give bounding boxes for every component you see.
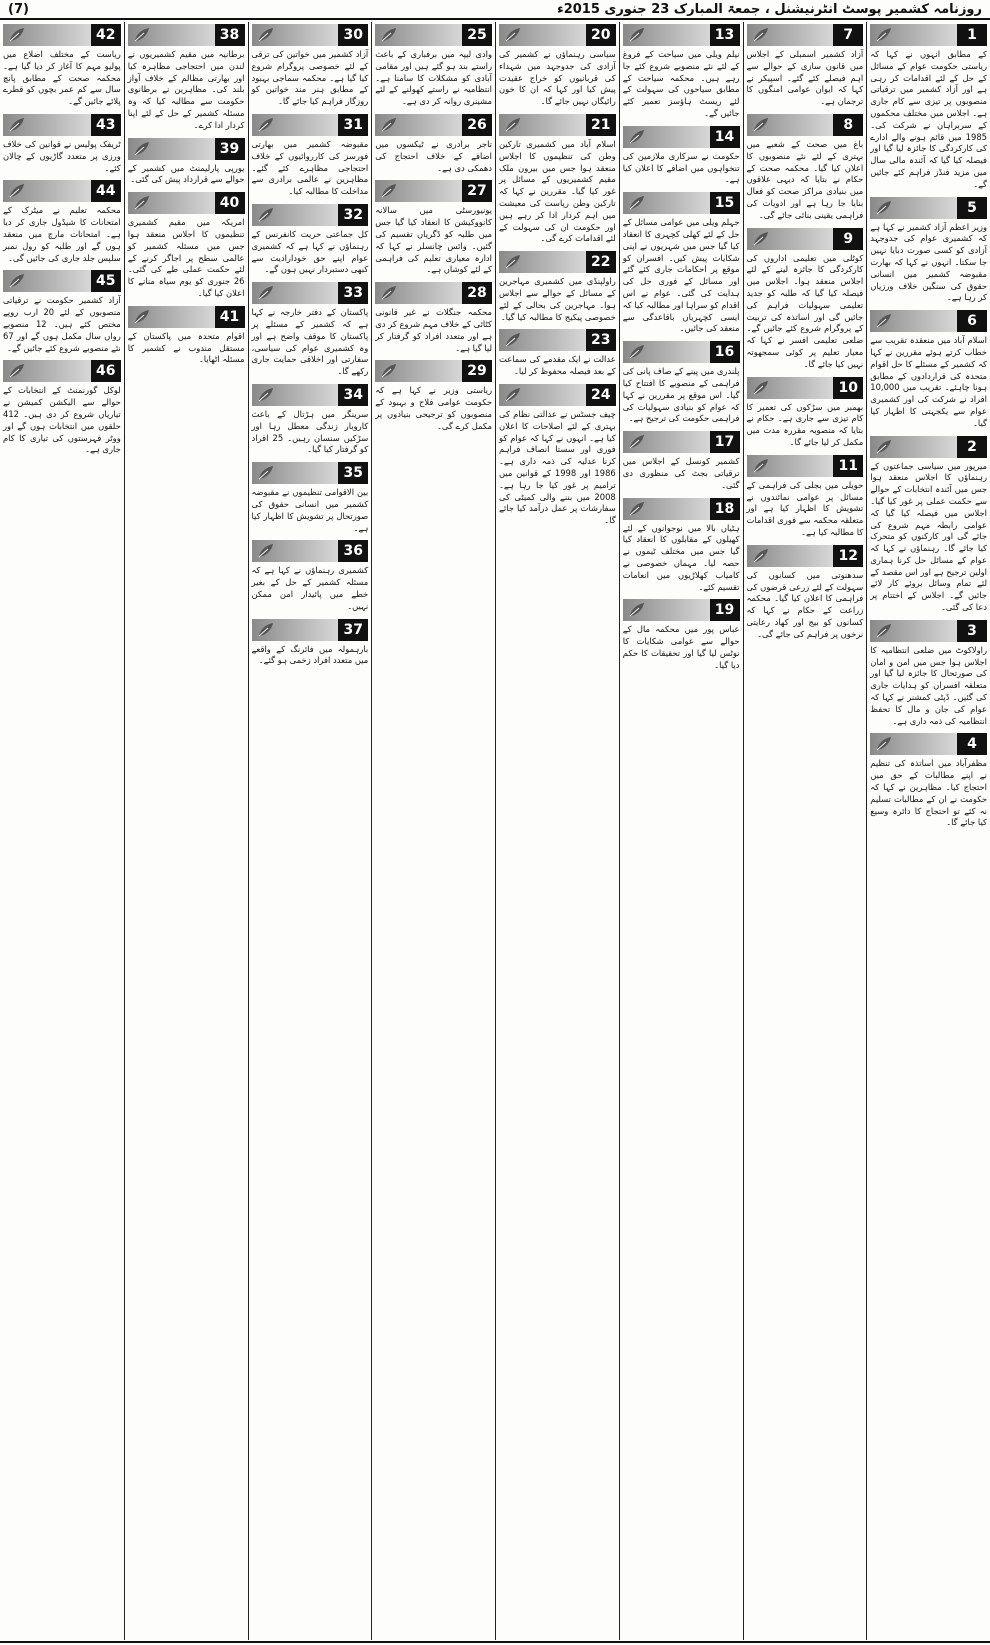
- item-number-badge: 32: [338, 204, 368, 226]
- news-item: [620, 429, 743, 495]
- item-body-text: عباس پور میں محکمہ مال کے حوالے سے عوامی شکایات کا نوٹس لیا گیا اور تحقیقات کا حکم دیا گیا۔: [622, 624, 740, 670]
- item-body-text: ہٹیاں بالا میں نوجوانوں کے لئے کھیلوں کے مقابلوں کا انعقاد کیا گیا جس میں مختلف ٹیموں نے حصہ لیا۔ مہمان خصوصی نے کامیاب کھلاڑیوں میں انعامات تقسیم کئے۔: [622, 522, 740, 592]
- news-item: [249, 538, 372, 616]
- item-header-bar: [375, 24, 492, 46]
- news-item: [249, 382, 372, 460]
- leaf-ornament-icon: [627, 342, 647, 362]
- item-body-text: اسلام آباد میں منعقدہ تقریب سے خطاب کرتے ہوئے مقررین نے کہا کہ کشمیر کے مسئلے کا حل اقوام متحدہ کی قراردادوں کے مطابق ہونا چاہئے۔ تقریب میں 10,000 افراد نے شرکت کی اور کشمیری عوام سے یکجہتی کا اظہار کیا گیا۔: [870, 335, 987, 428]
- item-number-badge: 33: [338, 282, 368, 304]
- item-header-bar: [499, 24, 616, 46]
- news-item: [249, 617, 372, 672]
- news-item: [744, 226, 867, 375]
- leaf-ornament-icon: [132, 25, 152, 45]
- item-header-bar: [747, 455, 864, 477]
- news-item: [620, 190, 743, 339]
- news-item: [867, 22, 990, 195]
- item-header-bar: [252, 540, 369, 562]
- leaf-ornament-icon: [874, 437, 894, 457]
- item-number-badge: 43: [91, 114, 121, 136]
- item-body-text: آزاد کشمیر میں خواتین کی ترقی کے لئے خصوصی پروگرام شروع کیا گیا ہے۔ محکمہ سماجی بہبود کے مطابق ہنر مند خواتین کو روزگار فراہم کیا جائے گا۔: [251, 49, 369, 107]
- item-body-text: امریکہ میں مقیم کشمیری تنظیموں کا اجلاس منعقد ہوا جس میں مسئلہ کشمیر کو عالمی سطح پر اجاگر کرنے کے لئے حکمت عملی طے کی گئی۔ 26 جنوری کو یوم سیاہ منانے کا اعلان کیا گیا۔: [127, 217, 245, 298]
- item-body-text: یونیورسٹی میں سالانہ کانووکیشن کا انعقاد کیا گیا جس میں طلبہ کو ڈگریاں تقسیم کی گئیں۔ وائس چانسلر نے کہا کہ ادارہ معیاری تعلیم کی فراہمی کے لئے کوشاں ہے۔: [375, 205, 492, 275]
- item-number-badge: 12: [833, 545, 863, 567]
- leaf-ornament-icon: [751, 546, 771, 566]
- item-number-badge: 21: [586, 114, 616, 136]
- news-item: [867, 731, 990, 833]
- news-item: [620, 22, 743, 124]
- item-number-badge: 10: [833, 377, 863, 399]
- item-header-bar: [3, 114, 121, 136]
- item-body-text: مقبوضہ کشمیر میں بھارتی فورسز کی کارروائیوں کے خلاف احتجاجی مظاہرے کئے گئے۔ مظاہرین نے عالمی برادری سے مداخلت کا مطالبہ کیا۔: [251, 138, 369, 197]
- leaf-ornament-icon: [627, 193, 647, 213]
- leaf-ornament-icon: [256, 541, 276, 561]
- leaf-ornament-icon: [874, 621, 894, 641]
- item-body-text: پلندری میں پینے کے صاف پانی کی فراہمی کے منصوبے کا افتتاح کیا گیا۔ اس موقع پر مقررین نے کہا کہ عوام کو بنیادی سہولیات کی فراہمی حکومت کی ترجیح ہے۔: [622, 366, 740, 424]
- item-body-text: پاکستان کے دفتر خارجہ نے کہا ہے کہ کشمیر کے مسئلے پر پاکستان کا موقف واضح ہے اور وہ کشمیری عوام کی سیاسی، سفارتی اور اخلاقی حمایت جاری رکھے گا۔: [251, 307, 369, 377]
- news-item: [496, 112, 619, 249]
- news-item: [125, 304, 248, 370]
- item-header-bar: [870, 197, 987, 219]
- item-number-badge: 25: [462, 24, 492, 46]
- item-header-bar: [870, 733, 987, 755]
- news-item: [0, 268, 124, 358]
- leaf-ornament-icon: [379, 283, 399, 303]
- item-number-badge: 20: [586, 24, 616, 46]
- leaf-ornament-icon: [751, 229, 771, 249]
- item-body-text: اسلام آباد میں کشمیری تارکین وطن کی تنظیموں کا اجلاس منعقد ہوا جس میں بیرون ملک مقیم کشمیریوں کے مسائل پر غور کیا گیا۔ مقررین نے کہا کہ تارکین وطن ریاست کی معیشت میں اہم کردار ادا کر رہے ہیں اور حکومت ان کی سہولت کے لئے اقدامات کرے گی۔: [499, 138, 616, 244]
- item-header-bar: [747, 24, 864, 46]
- leaf-ornament-icon: [7, 115, 27, 135]
- leaf-ornament-icon: [379, 115, 399, 135]
- leaf-ornament-icon: [379, 181, 399, 201]
- item-body-text: ریاستی وزیر نے کہا ہے کہ حکومت عوامی فلاح و بہبود کے منصوبوں کو ترجیحی بنیادوں پر مکمل کرے گی۔: [375, 385, 492, 431]
- leaf-ornament-icon: [256, 25, 276, 45]
- leaf-ornament-icon: [751, 378, 771, 398]
- item-body-text: اقوام متحدہ میں پاکستان کے مستقل مندوب نے کشمیر کا مسئلہ اٹھایا۔: [127, 330, 245, 365]
- item-body-text: کل جماعتی حریت کانفرنس کے رہنماؤں نے کہا ہے کہ کشمیری عوام اپنے حق خودارادیت سے کبھی دستبردار نہیں ہوں گے۔: [251, 228, 369, 275]
- item-header-bar: [499, 114, 616, 136]
- item-body-text: جہلم ویلی میں عوامی مسائل کے حل کے لئے کھلی کچہری کا انعقاد کیا گیا جس میں شہریوں نے اپنی شکایات پیش کیں۔ افسران کو موقع پر احکامات جاری کئے گئے اور مسائل کے فوری حل کی ہدایت کی گئی۔ عوام نے اس اقدام کو سراہا اور مطالبہ کیا کہ ایسی کچہریاں باقاعدگی سے منعقد کی جائیں۔: [622, 217, 740, 334]
- masthead: [0, 0, 990, 20]
- item-header-bar: [128, 306, 245, 328]
- news-item: [372, 358, 495, 436]
- news-item: [249, 460, 372, 538]
- item-header-bar: [3, 270, 121, 292]
- leaf-ornament-icon: [503, 252, 523, 272]
- column-7: [124, 22, 248, 1640]
- item-body-text: باغ میں صحت کے شعبے میں بہتری کے لئے نئے منصوبوں کا اعلان کیا گیا۔ محکمہ صحت کے حکام نے بتایا کہ دیہی علاقوں میں بنیادی مراکز صحت کو فعال بنایا جا رہا ہے اور ادویات کی فراہمی یقینی بنائی جائے گی۔: [746, 138, 864, 220]
- item-header-bar: [128, 24, 245, 46]
- item-header-bar: [747, 377, 864, 399]
- item-header-bar: [623, 341, 740, 363]
- leaf-ornament-icon: [379, 25, 399, 45]
- news-item: [0, 178, 124, 268]
- item-body-text: کوٹلی میں تعلیمی اداروں کی کارکردگی کا جائزہ لینے کے لئے اجلاس منعقد ہوا۔ اجلاس میں فیصلہ کیا گیا کہ طلبہ کو جدید تعلیمی سہولیات فراہم کی جائیں گی اور اساتذہ کی تربیت کے پروگرام شروع کئے جائیں گے۔ ضلعی تعلیمی افسر نے کہا کہ معیار تعلیم پر کوئی سمجھوتہ نہیں کیا جائے گا۔: [746, 252, 864, 369]
- item-body-text: محکمہ تعلیم نے میٹرک کے امتحانات کا شیڈول جاری کر دیا ہے۔ امتحانات مارچ میں منعقد ہوں گے اور طلبہ کو رول نمبر سلپس جلد جاری کی جائیں گی۔: [3, 205, 121, 263]
- column-3: [619, 22, 743, 1640]
- item-number-badge: 31: [338, 114, 368, 136]
- item-number-badge: 41: [215, 306, 245, 328]
- item-header-bar: [870, 310, 987, 332]
- item-body-text: نیلم ویلی میں سیاحت کے فروغ کے لئے نئے منصوبے شروع کئے جا رہے ہیں۔ محکمہ سیاحت کے مطابق سیاحوں کی سہولت کے لئے ریسٹ ہاؤسز تعمیر کئے جائیں گے۔: [622, 49, 740, 118]
- news-item: [744, 453, 867, 543]
- news-item: [620, 496, 743, 598]
- column-5: [371, 22, 495, 1640]
- item-header-bar: [375, 180, 492, 202]
- item-body-text: راولاکوٹ میں ضلعی انتظامیہ کا اجلاس ہوا جس میں امن و امان کی صورتحال کا جائزہ لیا گیا اور متعلقہ افسران کو ہدایات جاری کی گئیں۔ ڈپٹی کمشنر نے کہا کہ عوام کی جان و مال کا تحفظ انتظامیہ کی ذمہ داری ہے۔: [870, 644, 987, 726]
- item-number-badge: 27: [462, 180, 492, 202]
- leaf-ornament-icon: [7, 271, 27, 291]
- item-header-bar: [3, 24, 121, 46]
- leaf-ornament-icon: [627, 499, 647, 519]
- item-number-badge: 16: [710, 341, 740, 363]
- item-number-badge: 26: [462, 114, 492, 136]
- item-number-badge: 8: [833, 114, 863, 136]
- item-body-text: بھمبر میں سڑکوں کی تعمیر کا کام تیزی سے جاری ہے۔ حکام نے بتایا کہ منصوبہ مقررہ مدت میں مکمل کر لیا جائے گا۔: [746, 401, 864, 447]
- leaf-ornament-icon: [751, 456, 771, 476]
- news-item: [496, 382, 619, 531]
- item-number-badge: 46: [91, 360, 121, 382]
- item-header-bar: [375, 360, 492, 382]
- leaf-ornament-icon: [627, 600, 647, 620]
- news-item: [372, 280, 495, 358]
- news-item: [249, 112, 372, 202]
- column-6: [248, 22, 372, 1640]
- item-header-bar: [252, 619, 369, 641]
- item-body-text: ریاست کے مختلف اضلاع میں پولیو مہم کا آغاز کر دیا گیا ہے۔ محکمہ صحت کے مطابق پانچ سال سے کم عمر بچوں کو قطرے پلائے جائیں گے۔: [3, 49, 121, 107]
- leaf-ornament-icon: [874, 311, 894, 331]
- item-number-badge: 6: [957, 310, 987, 332]
- item-number-badge: 36: [338, 540, 368, 562]
- news-item: [372, 178, 495, 280]
- item-header-bar: [747, 114, 864, 136]
- leaf-ornament-icon: [132, 139, 152, 159]
- item-number-badge: 5: [957, 197, 987, 219]
- item-number-badge: 44: [91, 180, 121, 202]
- leaf-ornament-icon: [751, 115, 771, 135]
- item-number-badge: 34: [338, 384, 368, 406]
- leaf-ornament-icon: [627, 432, 647, 452]
- news-item: [0, 358, 124, 460]
- news-item: [372, 112, 495, 178]
- item-number-badge: 28: [462, 282, 492, 304]
- item-body-text: مظفرآباد میں اساتذہ کی تنظیم نے اپنے مطالبات کے حق میں احتجاج کیا۔ مظاہرین نے کہا کہ حکومت نے ان کے مطالبات تسلیم نہ کئے تو احتجاج کا دائرہ وسیع کیا جائے گا۔: [870, 758, 987, 828]
- item-body-text: راولپنڈی میں کشمیری مہاجرین کے مسائل کے حوالے سے اجلاس ہوا۔ مہاجرین کی بحالی کے لئے خصوصی پیکیج کا مطالبہ کیا گیا۔: [499, 276, 616, 322]
- leaf-ornament-icon: [503, 330, 523, 350]
- item-header-bar: [375, 282, 492, 304]
- item-body-text: کشمیر کونسل کے اجلاس میں ترقیاتی بجٹ کی منظوری دی گئی۔: [622, 456, 740, 490]
- leaf-ornament-icon: [256, 620, 276, 640]
- leaf-ornament-icon: [379, 361, 399, 381]
- item-body-text: وادی لیپہ میں برفباری کے باعث راستے بند ہو گئے ہیں اور مقامی آبادی کو مشکلات کا سامنا ہے۔ انتظامیہ نے راستے کھولنے کے لئے مشینری روانہ کر دی ہے۔: [375, 49, 492, 107]
- news-item: [249, 280, 372, 382]
- item-body-text: وزیر اعظم آزاد کشمیر نے کہا ہے کہ کشمیری عوام کی جدوجہد آزادی کو کسی صورت دبایا نہیں جا سکتا۔ انہوں نے کہا کہ بھارت مقبوضہ کشمیر میں انسانی حقوق کی سنگین خلاف ورزیاں کر رہا ہے۔: [870, 221, 987, 303]
- news-item: [744, 375, 867, 453]
- item-number-badge: 38: [215, 24, 245, 46]
- item-number-badge: 40: [215, 192, 245, 214]
- item-body-text: عدالت نے ایک مقدمے کی سماعت کے بعد فیصلہ محفوظ کر لیا۔: [499, 354, 616, 377]
- item-header-bar: [128, 138, 245, 160]
- item-body-text: سرینگر میں ہڑتال کے باعث کاروبار زندگی معطل رہا اور سڑکیں سنسان رہیں۔ 25 افراد کو گرفتار کیا گیا۔: [251, 408, 369, 455]
- leaf-ornament-icon: [7, 25, 27, 45]
- item-number-badge: 13: [710, 24, 740, 46]
- column-2: [743, 22, 867, 1640]
- leaf-ornament-icon: [132, 307, 152, 327]
- item-number-badge: 4: [957, 733, 987, 755]
- column-8: [0, 22, 124, 1640]
- item-number-badge: 18: [710, 498, 740, 520]
- item-header-bar: [128, 192, 245, 214]
- item-body-text: لوکل گورنمنٹ کے انتخابات کے حوالے سے الیکشن کمیشن نے تیاریاں شروع کر دی ہیں۔ 412 حلقوں میں انتخابات ہوں گے اور ووٹر فہرستوں کی تیاری کا کام جاری ہے۔: [3, 385, 121, 455]
- item-body-text: کے مطابق انہوں نے کہا کہ ریاستی حکومت عوام کے مسائل کے حل کے لئے اقدامات کر رہی ہے اور آزاد کشمیر میں ترقیاتی منصوبوں پر تیزی سے کام جاری ہے۔ اجلاس میں مختلف محکموں کے سربراہان نے شرکت کی۔ 1985 میں قائم ہونے والے ادارے کی کارکردگی کا جائزہ لیا گیا اور فیصلہ کیا گیا کہ آئندہ مالی سال میں مزید فنڈز فراہم کئے جائیں گے۔: [870, 49, 987, 189]
- item-body-text: آزاد کشمیر حکومت نے ترقیاتی منصوبوں کے لئے 20 ارب روپے مختص کئے ہیں۔ 12 منصوبے رواں سال مکمل ہوں گے اور 67 نئے منصوبے شروع کئے جائیں گے۔: [3, 295, 121, 353]
- news-item: [496, 249, 619, 327]
- item-number-badge: 45: [91, 270, 121, 292]
- item-header-bar: [623, 498, 740, 520]
- item-body-text: آزاد کشمیر اسمبلی کے اجلاس میں قانون سازی کے حوالے سے اہم فیصلے کئے گئے۔ اسپیکر نے کہا کہ ایوان عوامی امنگوں کا ترجمان ہے۔: [746, 49, 864, 107]
- item-header-bar: [623, 24, 740, 46]
- item-header-bar: [623, 599, 740, 621]
- item-header-bar: [499, 251, 616, 273]
- item-body-text: برطانیہ میں مقیم کشمیریوں نے لندن میں احتجاجی مظاہرہ کیا اور بھارتی مظالم کے خلاف آواز بلند کی۔ مظاہرین نے برطانوی حکومت سے مطالبہ کیا کہ وہ مسئلہ کشمیر کے حل کے لئے اپنا کردار ادا کرے۔: [127, 49, 245, 130]
- leaf-ornament-icon: [627, 25, 647, 45]
- item-header-bar: [252, 204, 369, 226]
- item-number-badge: 22: [586, 251, 616, 273]
- item-number-badge: 29: [462, 360, 492, 382]
- item-number-badge: 3: [957, 620, 987, 642]
- leaf-ornament-icon: [7, 361, 27, 381]
- item-body-text: کشمیری رہنماؤں نے کہا ہے کہ مسئلہ کشمیر کے حل کے بغیر خطے میں پائیدار امن ممکن نہیں۔: [251, 565, 369, 611]
- item-body-text: محکمہ جنگلات نے غیر قانونی کٹائی کے خلاف مہم شروع کر دی ہے اور متعدد افراد کو گرفتار کر لیا گیا ہے۔: [375, 307, 492, 353]
- item-body-text: حویلی میں بجلی کی فراہمی کے مسائل پر عوامی نمائندوں نے تشویش کا اظہار کیا ہے اور متعلقہ محکمہ سے فوری اقدامات کا مطالبہ کیا ہے۔: [746, 479, 864, 537]
- item-header-bar: [870, 24, 987, 46]
- item-number-badge: 30: [338, 24, 368, 46]
- item-header-bar: [747, 545, 864, 567]
- item-header-bar: [3, 360, 121, 382]
- item-header-bar: [870, 436, 987, 458]
- item-body-text: تاجر برادری نے ٹیکسوں میں اضافے کے خلاف احتجاج کی دھمکی دی ہے۔: [375, 138, 492, 173]
- item-header-bar: [870, 620, 987, 642]
- news-item: [125, 190, 248, 304]
- item-number-badge: 1: [957, 24, 987, 46]
- column-1: [866, 22, 990, 1640]
- news-item: [125, 22, 248, 136]
- news-item: [0, 112, 124, 178]
- item-body-text: ٹریفک پولیس نے قوانین کی خلاف ورزی پر متعدد گاڑیوں کے چالان کئے۔: [3, 138, 121, 173]
- bottom-rule: [0, 1641, 990, 1643]
- item-header-bar: [499, 329, 616, 351]
- item-number-badge: 2: [957, 436, 987, 458]
- leaf-ornament-icon: [503, 385, 523, 405]
- item-header-bar: [747, 228, 864, 250]
- leaf-ornament-icon: [256, 385, 276, 405]
- item-number-badge: 11: [833, 455, 863, 477]
- news-item: [744, 543, 867, 645]
- item-header-bar: [623, 192, 740, 214]
- item-body-text: بین الاقوامی تنظیموں نے مقبوضہ کشمیر میں انسانی حقوق کی صورتحال پر تشویش کا اظہار کیا ہے۔: [251, 487, 369, 533]
- item-header-bar: [252, 282, 369, 304]
- item-number-badge: 15: [710, 192, 740, 214]
- news-item: [867, 434, 990, 618]
- leaf-ornament-icon: [627, 127, 647, 147]
- news-item: [744, 22, 867, 112]
- item-header-bar: [252, 24, 369, 46]
- leaf-ornament-icon: [503, 115, 523, 135]
- news-item: [744, 112, 867, 226]
- item-body-text: بارہمولہ میں فائرنگ کے واقعے میں متعدد افراد زخمی ہو گئے۔: [251, 643, 369, 666]
- leaf-ornament-icon: [132, 193, 152, 213]
- item-number-badge: 42: [91, 24, 121, 46]
- news-item: [867, 308, 990, 433]
- news-item: [249, 202, 372, 280]
- item-body-text: میرپور میں سیاسی جماعتوں کے رہنماؤں کا اجلاس منعقد ہوا جس میں آئندہ انتخابات کے حوالے سے حکمت عملی پر غور کیا گیا۔ اجلاس میں فیصلہ کیا گیا کہ عوامی رابطہ مہم شروع کی جائے گی اور کارکنوں کو متحرک کیا جائے گا۔ رہنماؤں نے کہا کہ عوام کے مسائل حل کرنا ہماری اولین ترجیح ہے اور اس مقصد کے لئے تمام وسائل بروئے کار لائے جائیں گے۔ اجلاس کے اختتام پر دعا کی گئی۔: [870, 460, 987, 613]
- leaf-ornament-icon: [7, 181, 27, 201]
- item-number-badge: 35: [338, 462, 368, 484]
- news-item: [496, 327, 619, 382]
- item-number-badge: 23: [586, 329, 616, 351]
- item-header-bar: [252, 114, 369, 136]
- item-number-badge: 39: [215, 138, 245, 160]
- item-header-bar: [375, 114, 492, 136]
- item-header-bar: [623, 431, 740, 453]
- news-item: [125, 136, 248, 191]
- leaf-ornament-icon: [256, 115, 276, 135]
- item-header-bar: [499, 384, 616, 406]
- leaf-ornament-icon: [256, 463, 276, 483]
- item-header-bar: [623, 126, 740, 148]
- item-body-text: حکومت نے سرکاری ملازمین کی تنخواہوں میں اضافے کا اعلان کیا ہے۔: [622, 150, 740, 185]
- news-item: [249, 22, 372, 112]
- item-number-badge: 37: [338, 619, 368, 641]
- newspaper-title-line: روزنامہ کشمیر پوسٹ انٹرنیشنل ، جمعۃ المبارک 23 جنوری 2015ء: [557, 1, 982, 17]
- leaf-ornament-icon: [503, 25, 523, 45]
- item-number-badge: 7: [833, 24, 863, 46]
- item-body-text: سیاسی رہنماؤں نے کشمیر کی آزادی کی جدوجہد میں شہداء کی قربانیوں کو خراج عقیدت پیش کیا اور کہا کہ ان کا خون رائیگاں نہیں جائے گا۔: [499, 49, 616, 107]
- news-item: [867, 618, 990, 732]
- news-item: [496, 22, 619, 112]
- news-item: [620, 124, 743, 190]
- item-number-badge: 17: [710, 431, 740, 453]
- item-number-badge: 24: [586, 384, 616, 406]
- item-body-text: یورپی پارلیمنٹ میں کشمیر کے حوالے سے قرارداد پیش کی گئی۔: [127, 162, 245, 185]
- item-body-text: چیف جسٹس نے عدالتی نظام کی بہتری کے لئے اصلاحات کا اعلان کیا ہے۔ انہوں نے کہا کہ عوام کو فوری اور سستا انصاف فراہم کرنا عدلیہ کی ذمہ داری ہے۔ 1986 اور 1998 کے قوانین میں ترامیم پر غور کیا جا رہا ہے۔ 2008 میں بننے والی کمیٹی کی سفارشات پر عمل درآمد کیا جائے گا۔: [499, 408, 616, 526]
- item-header-bar: [252, 384, 369, 406]
- leaf-ornament-icon: [256, 205, 276, 225]
- news-item: [620, 339, 743, 429]
- item-number-badge: 19: [710, 599, 740, 621]
- item-body-text: سدھنوتی میں کسانوں کی سہولت کے لئے زرعی قرضوں کی فراہمی کا اعلان کیا گیا۔ محکمہ زراعت کے حکام نے کہا کہ کسانوں کو بیج اور کھاد رعایتی نرخوں پر فراہم کی جائے گی۔: [746, 569, 864, 639]
- page-number: (7): [8, 1, 29, 17]
- leaf-ornament-icon: [256, 283, 276, 303]
- leaf-ornament-icon: [751, 25, 771, 45]
- leaf-ornament-icon: [874, 734, 894, 754]
- news-item: [620, 597, 743, 675]
- leaf-ornament-icon: [874, 198, 894, 218]
- news-item: [0, 22, 124, 112]
- item-header-bar: [3, 180, 121, 202]
- leaf-ornament-icon: [874, 25, 894, 45]
- item-number-badge: 14: [710, 126, 740, 148]
- item-header-bar: [252, 462, 369, 484]
- column-4: [495, 22, 619, 1640]
- item-number-badge: 9: [833, 228, 863, 250]
- news-item: [867, 195, 990, 309]
- news-item: [372, 22, 495, 112]
